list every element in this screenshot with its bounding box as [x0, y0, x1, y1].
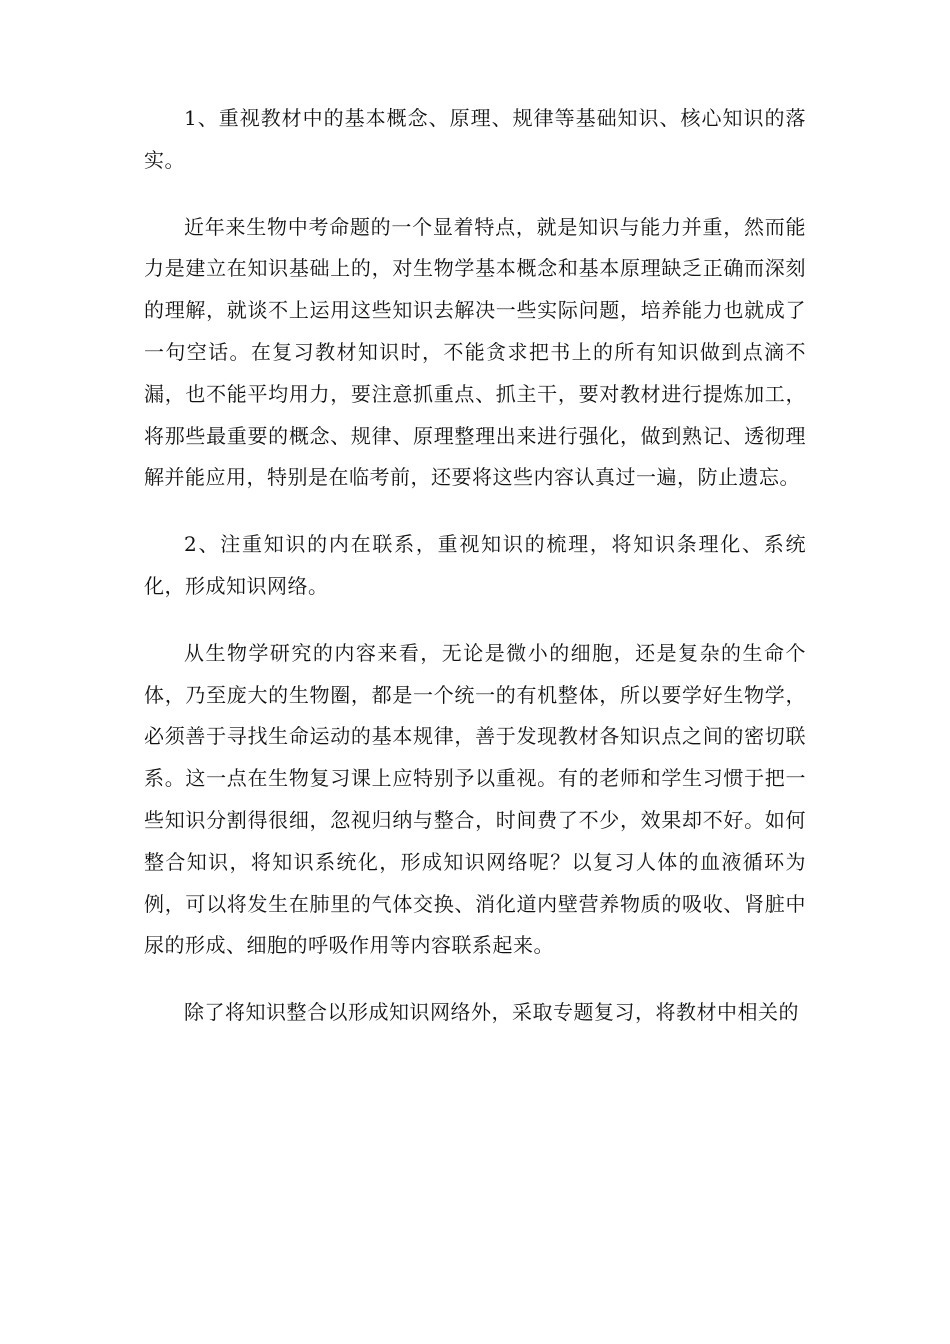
- document-page: [144, 98, 806, 1059]
- paragraph-body-3: 除了将知识整合以形成知识网络外，采取专题复习，将教材中相关的: [184, 1000, 799, 1025]
- paragraph-heading-2: 2、注重知识的内在联系，重视知识的梳理，将知识条理化、系统化，形成知识网络。: [144, 532, 806, 598]
- paragraph-body-2: 从生物学研究的内容来看，无论是微小的细胞，还是复杂的生命个体，乃至庞大的生物圈，都是一个统一的有机整体，所以要学好生物学，必须善于寻找生命运动的基本规律，善于发现教材各知识点之间的密切联系。这一点在生物复习课上应特别予以重视。有的老师和学生习惯于把一些知识分割得很细，忽视归纳与整合，时间费了不少，效果却不好。如何整合知识，将知识系统化，形成知识网络呢？以复习人体的血液循环为例，可以将发生在肺里的气体交换、消化道内壁营养物质的吸收、肾脏中尿的形成、细胞的呼吸作用等内容联系起来。: [144, 640, 806, 958]
- paragraph-heading-1: 1、重视教材中的基本概念、原理、规律等基础知识、核心知识的落实。: [144, 106, 806, 172]
- paragraph-body-1: 近年来生物中考命题的一个显着特点，就是知识与能力并重，然而能力是建立在知识基础上的，对生物学基本概念和基本原理缺乏正确而深刻的理解，就谈不上运用这些知识去解决一些实际问题，培养能力也就成了一句空话。在复习教材知识时，不能贪求把书上的所有知识做到点滴不漏，也不能平均用力，要注意抓重点、抓主干，要对教材进行提炼加工，将那些最重要的概念、规律、原理整理出来进行强化，做到熟记、透彻理解并能应用，特别是在临考前，还要将这些内容认真过一遍，防止遗忘。: [144, 214, 806, 490]
